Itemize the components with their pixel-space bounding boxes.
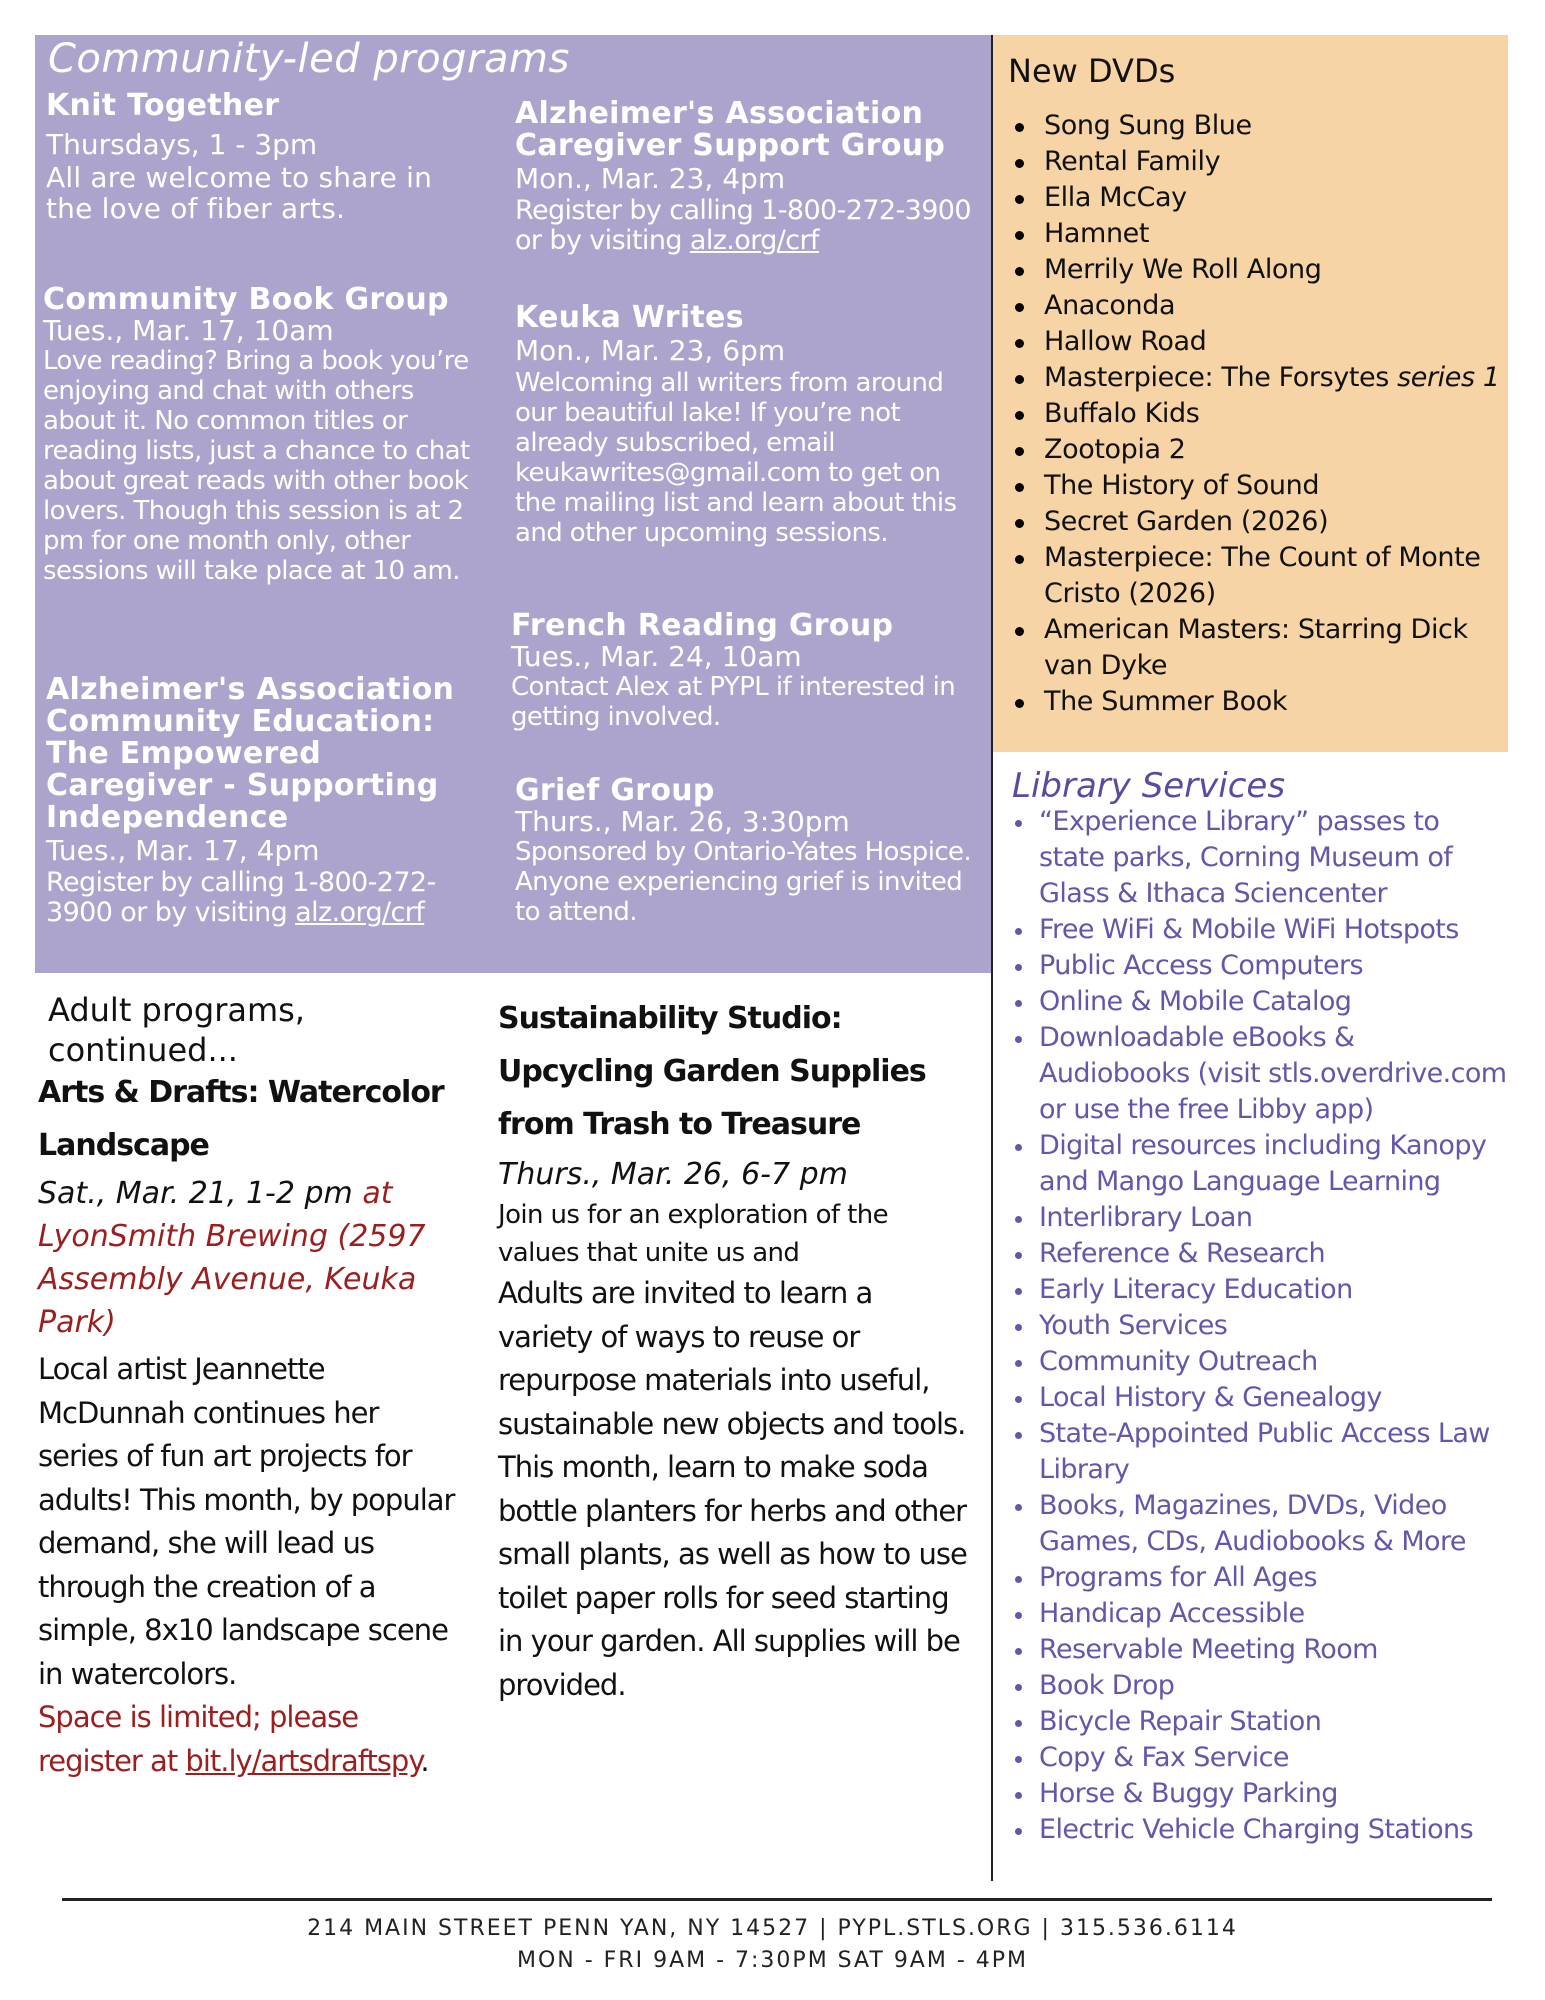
library-services-list bbox=[1010, 804, 1510, 1848]
event-alz-community-education bbox=[46, 674, 486, 928]
event-date: Tues., Mar. 17, 10am bbox=[43, 314, 334, 347]
event-description: All are welcome to share in the love of fiber arts. bbox=[46, 161, 433, 225]
event-description: Register by calling 1-800-272-3900 or by visiting bbox=[46, 867, 436, 928]
event-knit-together bbox=[46, 90, 486, 224]
service-item: Online & Mobile Catalog bbox=[1010, 984, 1510, 1020]
service-item: Books, Magazines, DVDs, Video Games, CDs, Audiobooks & More bbox=[1010, 1488, 1510, 1560]
event-grief-group bbox=[515, 775, 975, 927]
service-item: Downloadable eBooks & Audiobooks (visit stls.overdrive.com or use the free Libby app) bbox=[1010, 1020, 1510, 1128]
event-title: Alzheimer's Association Community Education: The Empowered Caregiver - Supporting Independence bbox=[46, 672, 455, 835]
dvd-item: Zootopia 2 bbox=[1010, 432, 1510, 468]
program-intro: Join us for an exploration of the values that unite us and bbox=[498, 1200, 888, 1268]
footer-address: 214 MAIN STREET PENN YAN, NY 14527 | PYPL.STLS.ORG | 315.536.6114 bbox=[307, 1916, 1238, 1941]
event-title: Keuka Writes bbox=[515, 300, 744, 335]
program-date: Sat., Mar. 21, 1-2 pm bbox=[38, 1176, 353, 1211]
event-description: Welcoming all writers from around our beautiful lake! If you’re not already subscribed, email keukawrites@gmail.com to get on the mailing list and learn about this and other upcoming sessions. bbox=[515, 368, 957, 548]
dvd-item bbox=[1010, 360, 1510, 396]
service-item: Reference & Research bbox=[1010, 1236, 1510, 1272]
new-dvds-title: New DVDs bbox=[1008, 52, 1176, 90]
dvd-item: Hallow Road bbox=[1010, 324, 1510, 360]
dvd-item: Ella McCay bbox=[1010, 180, 1510, 216]
service-item: Book Drop bbox=[1010, 1668, 1510, 1704]
alz-link[interactable]: alz.org/crf bbox=[689, 225, 819, 256]
dvd-item: Merrily We Roll Along bbox=[1010, 252, 1510, 288]
dvd-item: The History of Sound bbox=[1010, 468, 1510, 504]
service-item: Electric Vehicle Charging Stations bbox=[1010, 1812, 1510, 1848]
service-item: Copy & Fax Service bbox=[1010, 1740, 1510, 1776]
library-services-title: Library Services bbox=[1012, 766, 1286, 806]
dvd-item: Anaconda bbox=[1010, 288, 1510, 324]
event-title: Grief Group bbox=[515, 773, 715, 808]
service-item: Local History & Genealogy bbox=[1010, 1380, 1510, 1416]
program-arts-drafts bbox=[38, 1066, 458, 1783]
event-date: Thursdays, 1 - 3pm bbox=[46, 128, 318, 161]
service-item: Digital resources including Kanopy and Mango Language Learning bbox=[1010, 1128, 1510, 1200]
event-title: Community Book Group bbox=[43, 282, 449, 317]
service-item: “Experience Library” passes to state parks, Corning Museum of Glass & Ithaca Sciencenter bbox=[1010, 804, 1510, 912]
program-title: Arts & Drafts: Watercolor Landscape bbox=[38, 1075, 444, 1163]
register-link[interactable]: bit.ly/artsdraftspy bbox=[185, 1743, 421, 1778]
dvd-item: Secret Garden (2026) bbox=[1010, 504, 1510, 540]
event-date: Mon., Mar. 23, 4pm bbox=[515, 162, 786, 195]
community-programs-title: Community-led programs bbox=[48, 36, 570, 82]
event-description: Sponsored by Ontario-Yates Hospice. Anyone experiencing grief is invited to attend. bbox=[515, 837, 972, 927]
service-item: Horse & Buggy Parking bbox=[1010, 1776, 1510, 1812]
dvd-item: Song Sung Blue bbox=[1010, 108, 1510, 144]
event-title: Alzheimer's Association Caregiver Support Group bbox=[515, 96, 946, 163]
event-description: Register by calling 1-800-272-3900 or by visiting bbox=[515, 195, 971, 256]
alz-link[interactable]: alz.org/crf bbox=[295, 897, 425, 928]
program-sustainability-studio bbox=[498, 992, 968, 1707]
service-item: Reservable Meeting Room bbox=[1010, 1632, 1510, 1668]
event-date: Thurs., Mar. 26, 3:30pm bbox=[515, 805, 850, 838]
footer-hours: MON - FRI 9AM - 7:30PM SAT 9AM - 4PM bbox=[516, 1948, 1029, 1973]
dvd-item-title: Masterpiece: The Forsytes bbox=[1044, 362, 1389, 393]
adult-programs-heading: Adult programs, continued... bbox=[48, 991, 305, 1069]
dvd-item-series: series 1 bbox=[1397, 362, 1500, 393]
dvd-item: Masterpiece: The Count of Monte Cristo (2026) bbox=[1010, 540, 1510, 612]
event-description: Contact Alex at PYPL if interested in getting involved. bbox=[511, 672, 956, 732]
footer-divider bbox=[62, 1898, 1492, 1901]
service-item: Early Literacy Education bbox=[1010, 1272, 1510, 1308]
program-description: Local artist Jeannette McDunnah continues her series of fun art projects for adults! This month, by popular demand, she will lead us through the creation of a simple, 8x10 landscape scene in watercolors. bbox=[38, 1352, 455, 1691]
service-item: Youth Services bbox=[1010, 1308, 1510, 1344]
event-date: Mon., Mar. 23, 6pm bbox=[515, 334, 786, 367]
dvd-item: American Masters: Starring Dick van Dyke bbox=[1010, 612, 1510, 684]
service-item: Programs for All Ages bbox=[1010, 1560, 1510, 1596]
service-item: Interlibrary Loan bbox=[1010, 1200, 1510, 1236]
event-date: Tues., Mar. 17, 4pm bbox=[46, 834, 320, 867]
event-title: French Reading Group bbox=[511, 608, 894, 643]
dvd-item: Rental Family bbox=[1010, 144, 1510, 180]
event-description: Love reading? Bring a book you’re enjoying and chat with others about it. No common titles or reading lists, just a chance to chat about great reads with other book lovers. Though this session is at 2 pm for one month only, other sessions will take place at 10 am. bbox=[43, 346, 470, 586]
service-item: Public Access Computers bbox=[1010, 948, 1510, 984]
event-keuka-writes bbox=[515, 302, 975, 548]
event-french-reading-group bbox=[511, 610, 971, 732]
dvd-item: Hamnet bbox=[1010, 216, 1510, 252]
program-location: at LyonSmith Brewing (2597 Assembly Avenue, Keuka Park) bbox=[38, 1176, 426, 1340]
dvd-item: The Summer Book bbox=[1010, 684, 1510, 720]
program-registration-note: Space is limited; please register at bbox=[38, 1700, 359, 1778]
new-dvds-list bbox=[1010, 108, 1510, 720]
service-item: Community Outreach bbox=[1010, 1344, 1510, 1380]
event-alz-caregiver-support bbox=[515, 98, 975, 256]
service-item: Handicap Accessible bbox=[1010, 1596, 1510, 1632]
service-item: Bicycle Repair Station bbox=[1010, 1704, 1510, 1740]
event-date: Tues., Mar. 24, 10am bbox=[511, 640, 802, 673]
program-title: Sustainability Studio: Upcycling Garden Supplies from Trash to Treasure bbox=[498, 1001, 926, 1142]
event-community-book-group bbox=[43, 284, 493, 586]
service-item: State-Appointed Public Access Law Library bbox=[1010, 1416, 1510, 1488]
service-item: Free WiFi & Mobile WiFi Hotspots bbox=[1010, 912, 1510, 948]
dvd-item: Buffalo Kids bbox=[1010, 396, 1510, 432]
event-title: Knit Together bbox=[46, 88, 280, 123]
program-description: Adults are invited to learn a variety of ways to reuse or repurpose materials into useful, sustainable new objects and tools. This month, learn to make soda bottle planters for herbs and other small plants, as well as how to use toilet paper rolls for seed starting in your garden. All supplies will be provided. bbox=[498, 1276, 967, 1702]
program-date: Thurs., Mar. 26, 6-7 pm bbox=[498, 1157, 848, 1192]
link-period: . bbox=[420, 1743, 429, 1778]
